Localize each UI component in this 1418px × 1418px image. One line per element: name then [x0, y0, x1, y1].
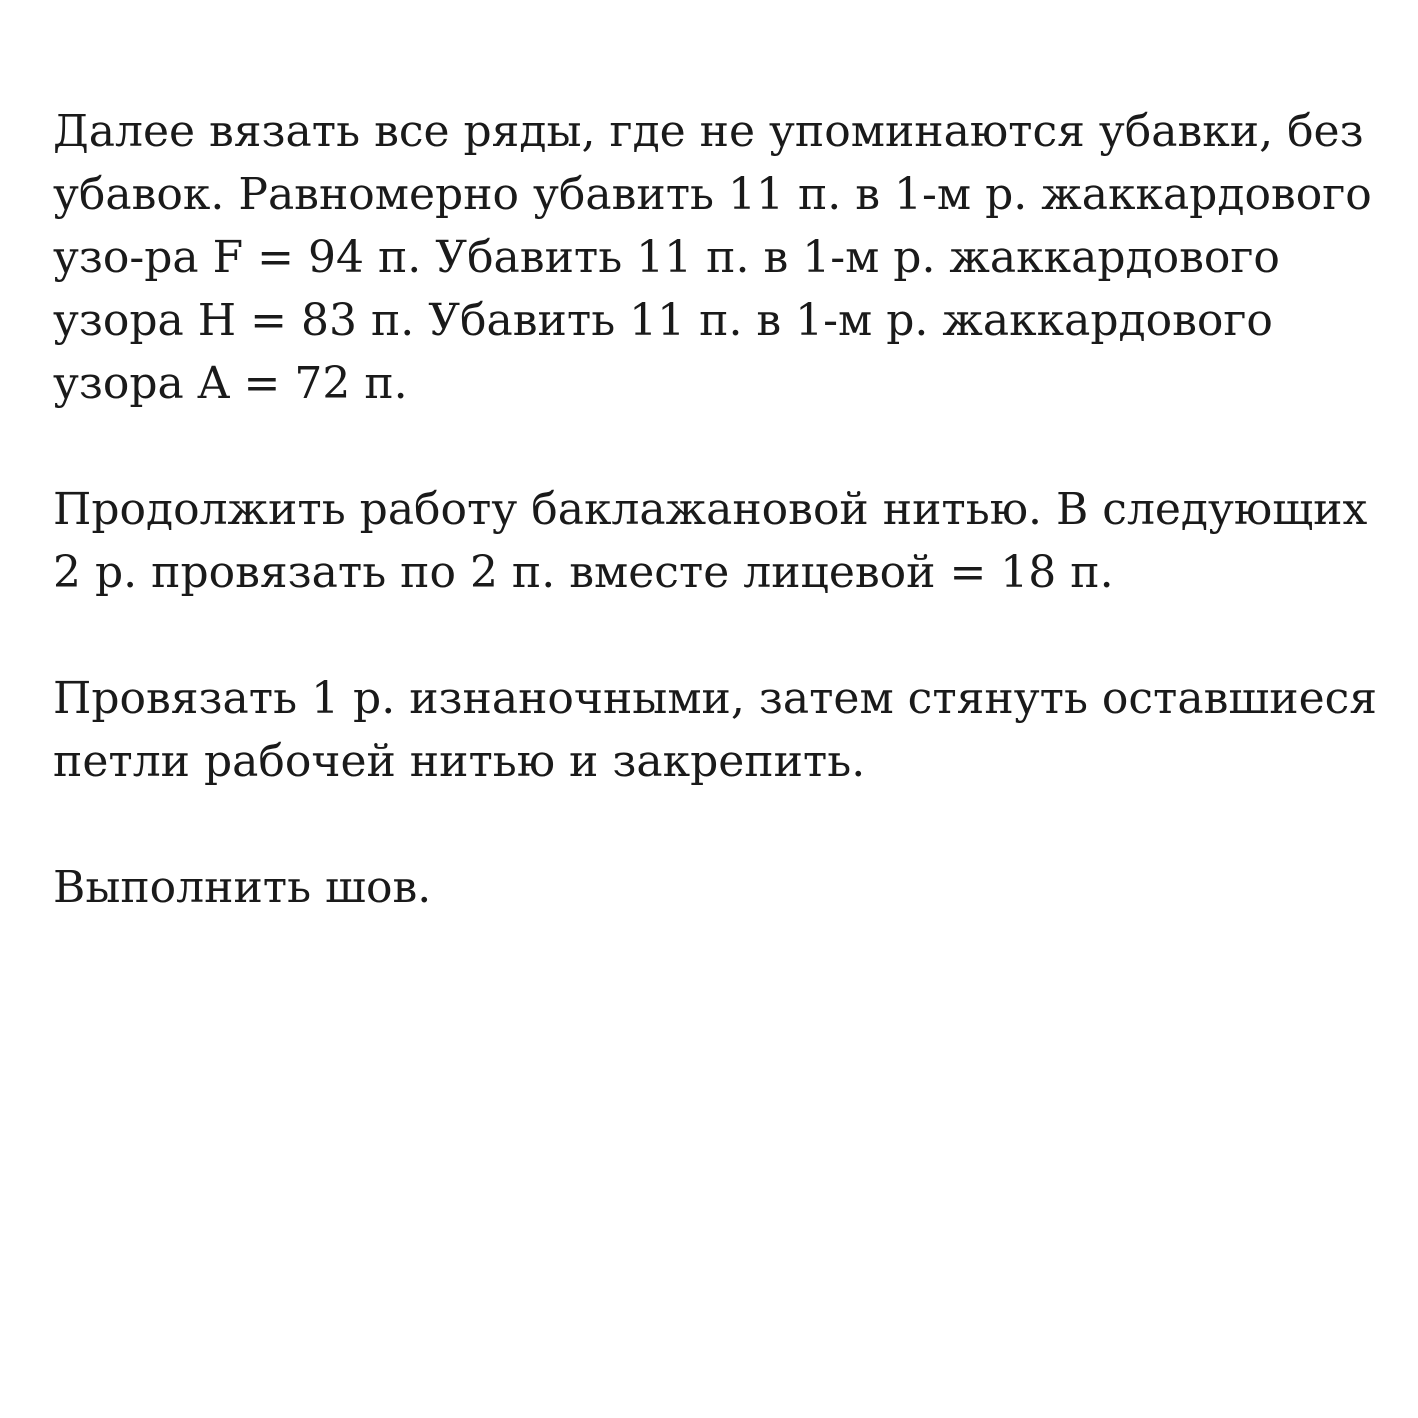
text-line: убавок. Равномерно убавить 11 п. в 1-м р. жаккардового: [53, 169, 1372, 220]
text-line: узо-ра F = 94 п. Убавить 11 п. в 1-м р. жаккардового: [53, 232, 1280, 283]
instructions-text: [53, 100, 1383, 982]
text-line: Продолжить работу баклажановой нитью. В следующих: [53, 484, 1368, 535]
text-line: узора A = 72 п.: [53, 358, 408, 409]
paragraph-decrease-rows: [53, 100, 1383, 415]
text-line: Провязать 1 р. изнаночными, затем стянуть оставшиеся: [53, 673, 1378, 724]
text-line: петли рабочей нитью и закрепить.: [53, 736, 866, 787]
text-line: 2 р. провязать по 2 п. вместе лицевой = 18 п.: [53, 547, 1114, 598]
text-line: узора H = 83 п. Убавить 11 п. в 1-м р. жаккардового: [53, 295, 1273, 346]
paragraph-seam: [53, 856, 1383, 919]
paragraph-finish-rows: [53, 667, 1383, 793]
text-line: Далее вязать все ряды, где не упоминаются убавки, без: [53, 106, 1364, 157]
paragraph-continue-work: [53, 478, 1383, 604]
text-line: Выполнить шов.: [53, 862, 432, 913]
